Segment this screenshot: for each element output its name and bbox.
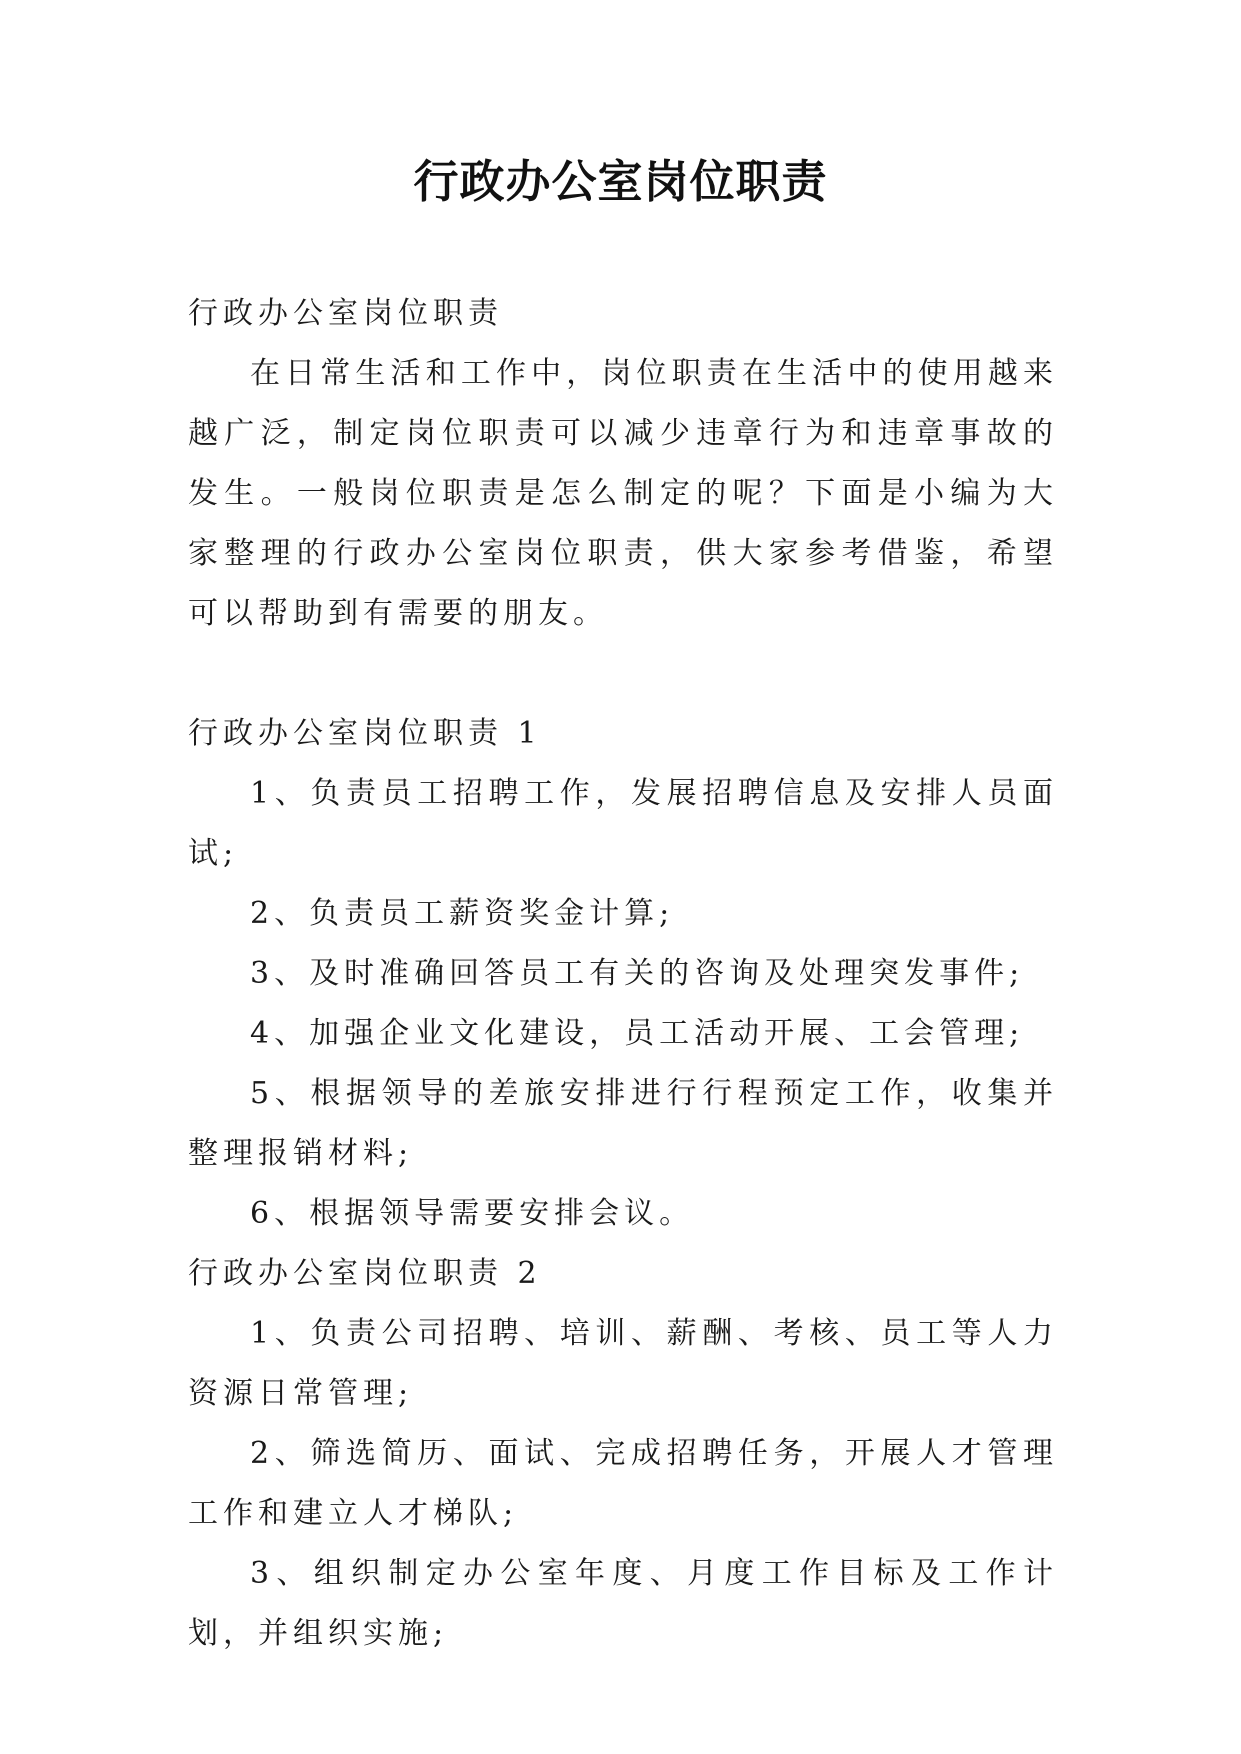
document-body: [188, 284, 1058, 1664]
section-1-item: 2、负责员工薪资奖金计算;: [250, 896, 675, 931]
document-subtitle: 行政办公室岗位职责: [188, 296, 503, 331]
section-2-item: 3、组织制定办公室年度、月度工作目标及工作计划，并组织实施;: [188, 1556, 1058, 1651]
section-1-item: 4、加强企业文化建设，员工活动开展、工会管理;: [250, 1016, 1025, 1051]
intro-paragraph: 在日常生活和工作中，岗位职责在生活中的使用越来越广泛，制定岗位职责可以减少违章行为和违章事故的发生。一般岗位职责是怎么制定的呢？下面是小编为大家整理的行政办公室岗位职责，供大家参考借鉴，希望可以帮助到有需要的朋友。: [188, 356, 1058, 631]
section-1-heading: 行政办公室岗位职责 1: [188, 716, 542, 751]
section-1-item: 3、及时准确回答员工有关的咨询及处理突发事件;: [250, 956, 1025, 991]
section-2-item: 1、负责公司招聘、培训、薪酬、考核、员工等人力资源日常管理;: [188, 1316, 1058, 1411]
section-1-item: 6、根据领导需要安排会议。: [250, 1196, 695, 1231]
section-2-heading: 行政办公室岗位职责 2: [188, 1256, 542, 1291]
section-1-item: 1、负责员工招聘工作，发展招聘信息及安排人员面试;: [188, 776, 1058, 871]
section-2-item: 2、筛选简历、面试、完成招聘任务，开展人才管理工作和建立人才梯队;: [188, 1436, 1058, 1531]
page-title: 行政办公室岗位职责: [413, 155, 828, 208]
section-1-item: 5、根据领导的差旅安排进行行程预定工作，收集并整理报销材料;: [188, 1076, 1058, 1171]
